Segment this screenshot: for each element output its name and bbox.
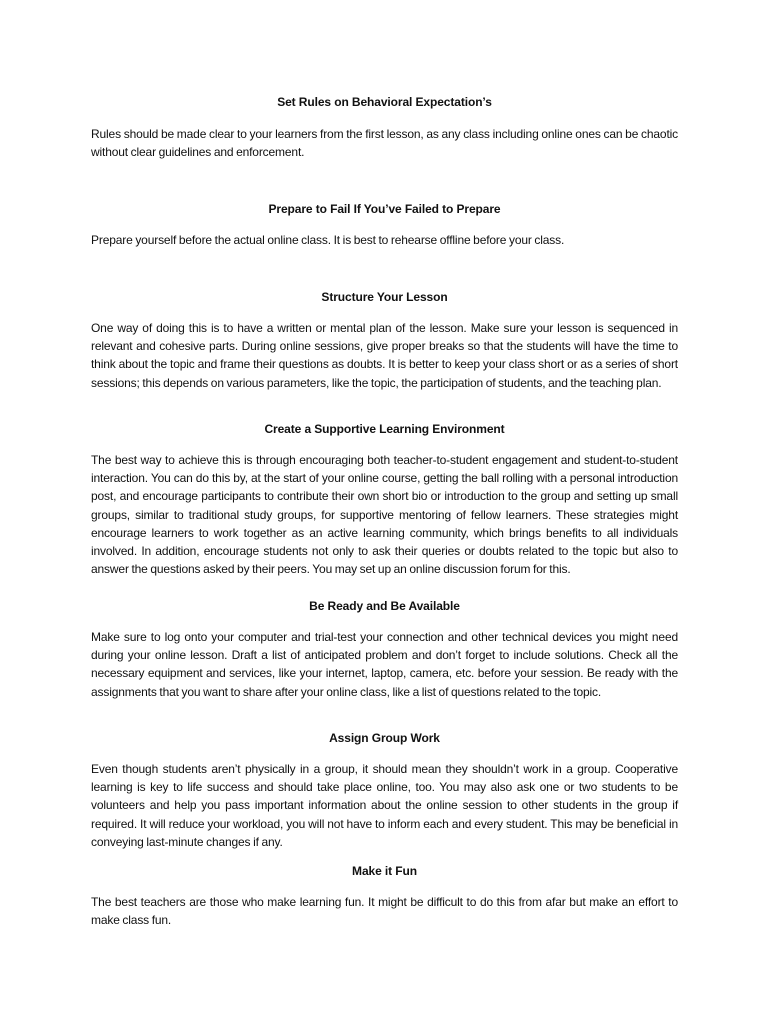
section-heading: Assign Group Work [329, 731, 440, 745]
section-paragraph: The best way to achieve this is through encouraging both teacher-to-student engagement and student-to-student interaction. You can do this by, at the start of your online course, getting the ball rolling with a personal introduction post, and encourage participants to contribute their own short bio or introduction to the group and setting up small groups, similar to traditional study groups, for supportive mentoring of fellow learners. These strategies might encourage learners to work together as an active learning community, which brings benefits to all individuals involved. In addition, encourage students not only to ask their queries or doubts related to the topic but also to answer the questions asked by their peers. You may set up an online discussion forum for this. [91, 453, 678, 577]
section-be-ready [91, 597, 678, 701]
section-group-work [91, 729, 678, 851]
section-paragraph: Make sure to log onto your computer and trial-test your connection and other technical devices you might need during your online lesson. Draft a list of anticipated problem and don’t forget to include solutions. Check all the necessary equipment and services, like your internet, laptop, camera, etc. before your session. Be ready with the assignments that you want to share after your online class, like a list of questions related to the topic. [91, 630, 678, 699]
section-paragraph: The best teachers are those who make learning fun. It might be difficult to do this from afar but make an effort to make class fun. [91, 895, 678, 928]
section-heading: Make it Fun [352, 864, 417, 878]
section-heading: Create a Supportive Learning Environment [264, 422, 505, 436]
section-paragraph: Prepare yourself before the actual online class. It is best to rehearse offline before your class. [91, 233, 565, 247]
section-paragraph: Even though students aren’t physically in a group, it should mean they shouldn’t work in a group. Cooperative learning is key to life success and should take place online, too. You may also ask one or two students to be volunteers and help you pass important information about the online session to other students in the group if required. It will reduce your workload, you will not have to inform each and every student. This may be beneficial in conveying last-minute changes if any. [91, 762, 678, 849]
section-structure-lesson [91, 288, 678, 392]
section-heading: Prepare to Fail If You’ve Failed to Prepare [268, 202, 501, 216]
section-heading: Be Ready and Be Available [309, 599, 460, 613]
section-prepare [91, 200, 678, 249]
section-supportive-environment [91, 420, 678, 578]
section-heading: Set Rules on Behavioral Expectation’s [277, 95, 492, 109]
section-make-it-fun [91, 862, 678, 929]
section-heading: Structure Your Lesson [321, 290, 448, 304]
section-paragraph: Rules should be made clear to your learners from the first lesson, as any class including online ones can be chaotic without clear guidelines and enforcement. [91, 127, 678, 160]
section-paragraph: One way of doing this is to have a written or mental plan of the lesson. Make sure your lesson is sequenced in relevant and cohesive parts. During online sessions, give proper breaks so that the students will have the time to think about the topic and frame their questions as doubts. It is better to keep your class short or as a series of short sessions; this depends on various parameters, like the topic, the participation of students, and the teaching plan. [91, 321, 678, 390]
section-behavioral-expectations [91, 93, 678, 161]
